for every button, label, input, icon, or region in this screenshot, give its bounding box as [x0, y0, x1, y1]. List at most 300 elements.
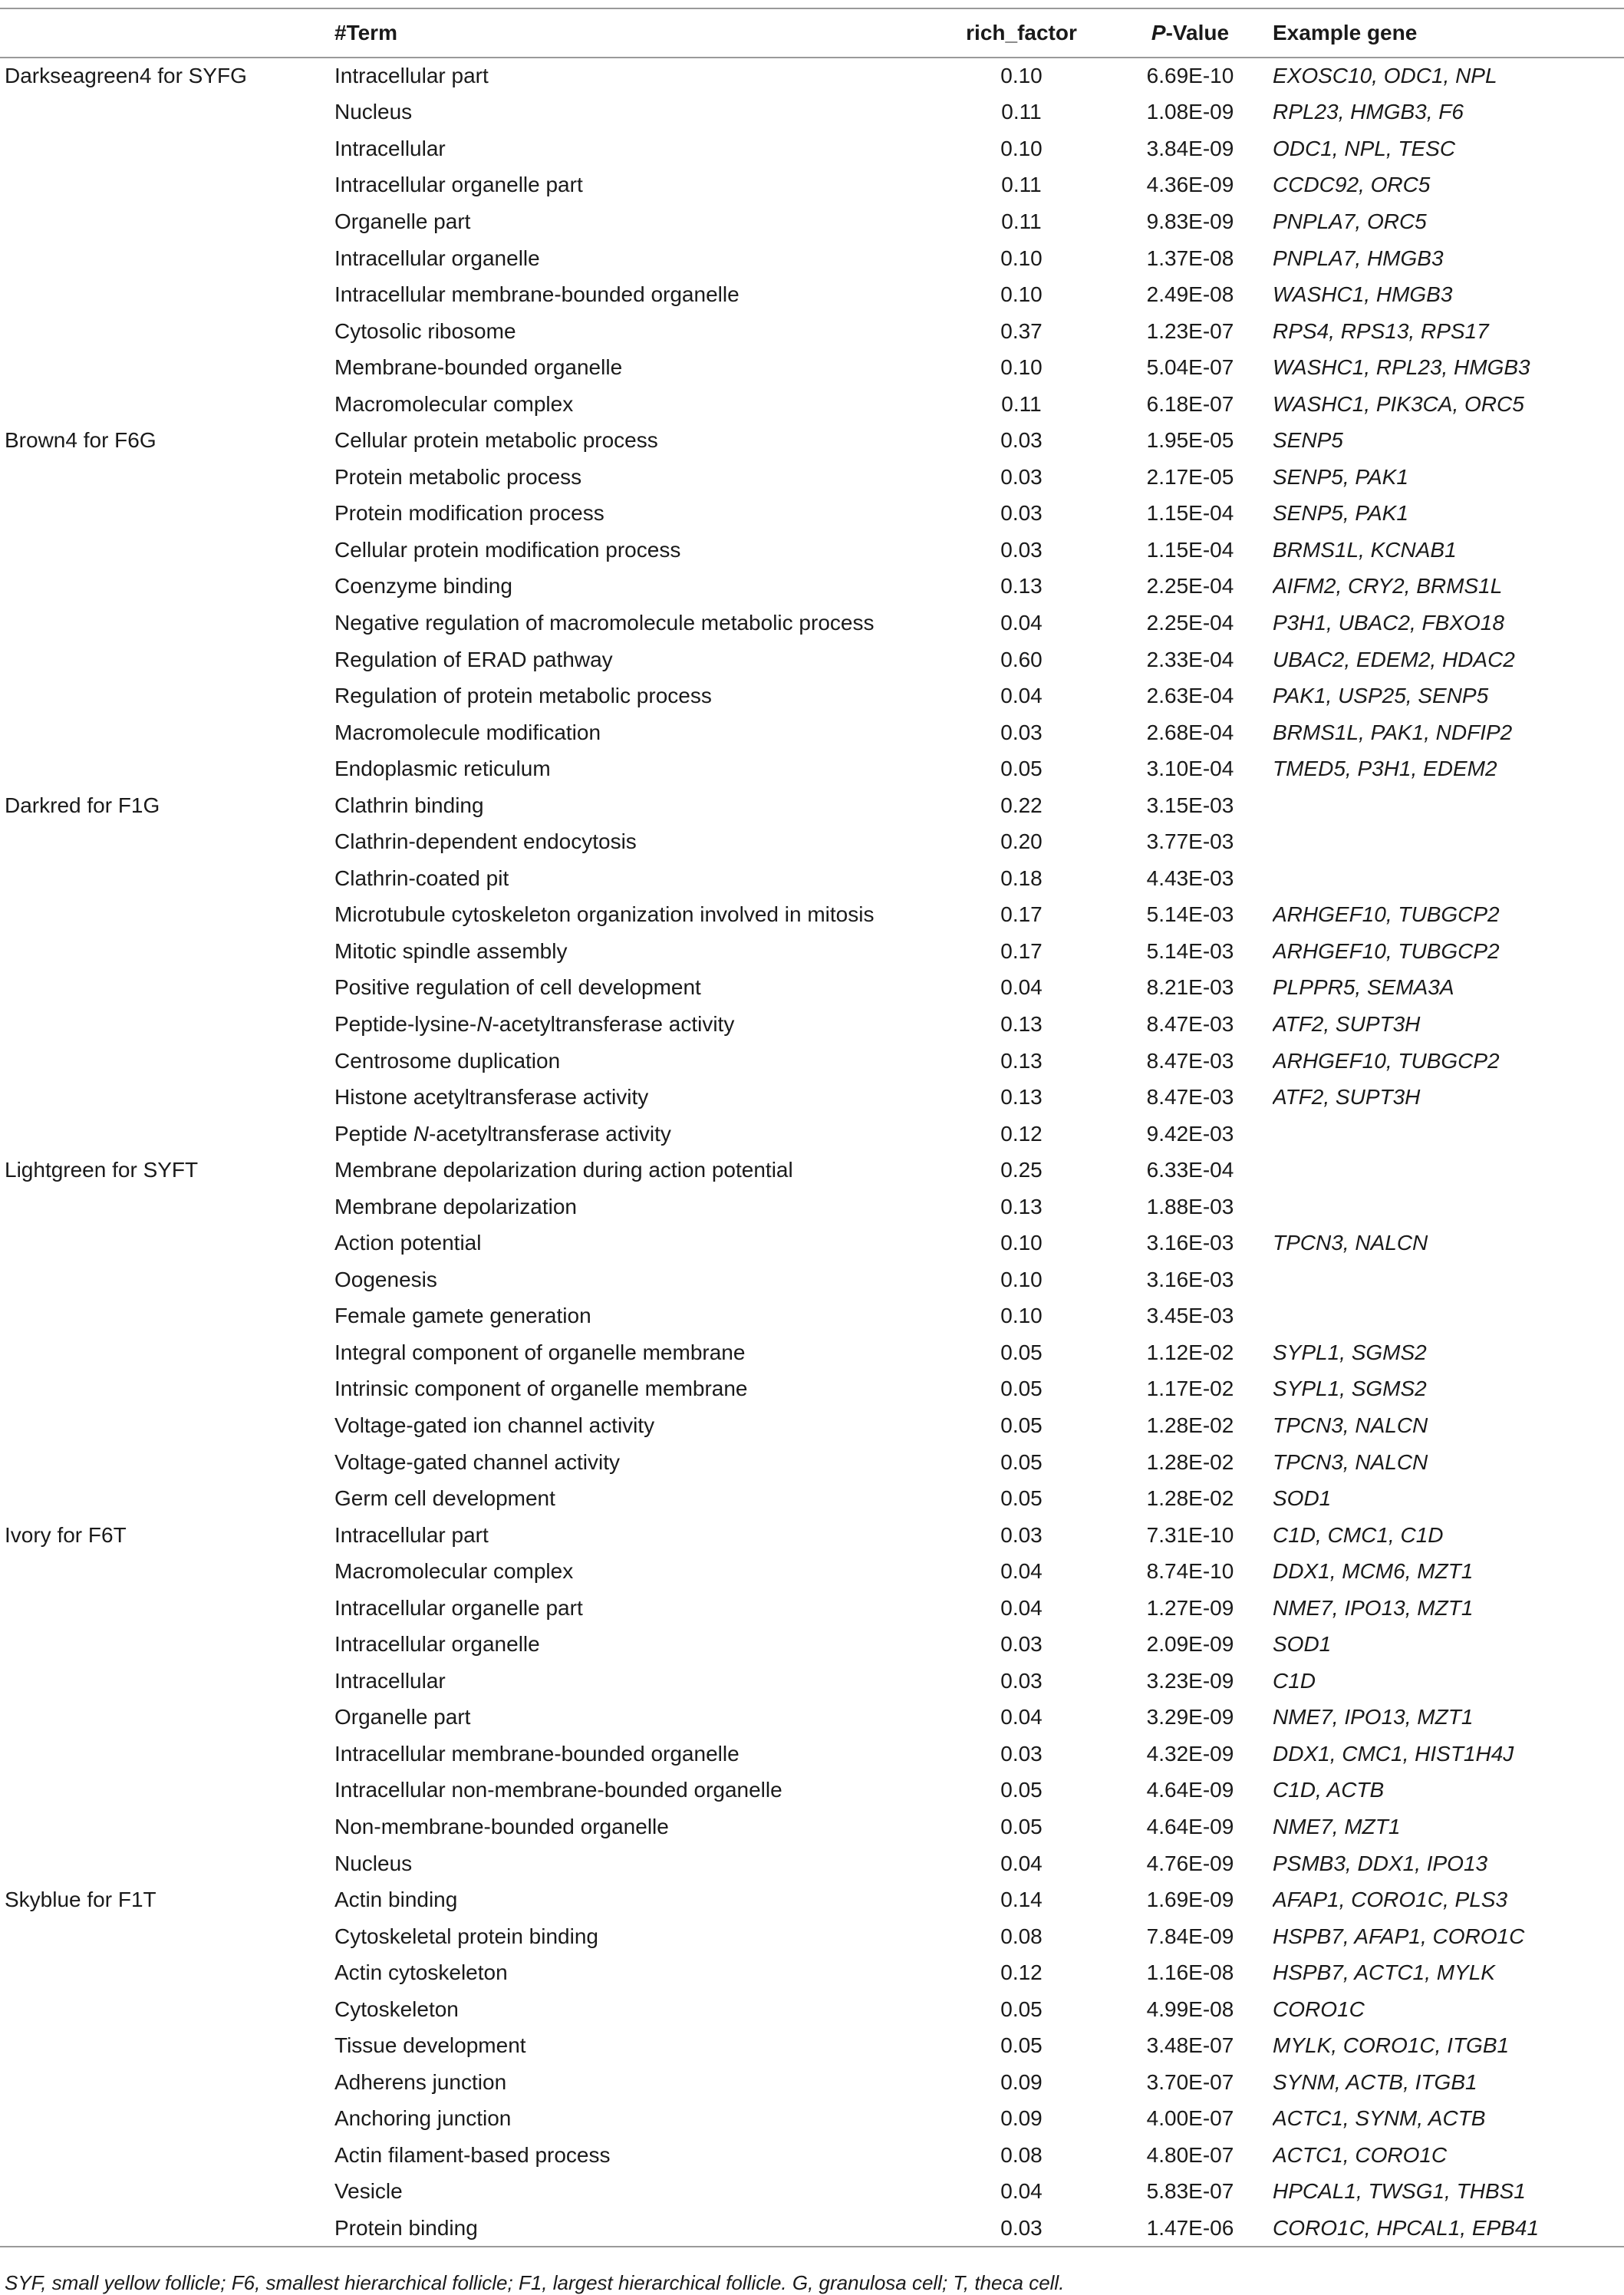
cell-term: Organelle part [334, 1705, 471, 1729]
table-row [0, 933, 1624, 970]
table-row [0, 459, 1624, 496]
cell-example-gene: TPCN3, NALCN [1273, 1231, 1428, 1255]
cell-rich-factor: 0.04 [1000, 1851, 1043, 1875]
cell-term: Positive regulation of cell development [334, 975, 701, 1000]
cell-module: Darkseagreen4 for SYFG [5, 64, 247, 88]
cell-term: Intracellular organelle [334, 1632, 540, 1657]
cell-term: Intracellular part [334, 64, 489, 88]
cell-module [0, 2064, 331, 2101]
cell-module [0, 1043, 331, 1080]
cell-rich-factor: 0.05 [1000, 1486, 1043, 1511]
table-row [0, 1553, 1624, 1590]
cell-rich-factor: 0.08 [1000, 2142, 1043, 2167]
cell-example-gene: NME7, MZT1 [1273, 1815, 1401, 1839]
cell-rich-factor: 0.03 [1000, 1668, 1043, 1693]
cell-rich-factor: 0.05 [1000, 1377, 1043, 1401]
cell-module [0, 1371, 331, 1408]
cell-module [0, 167, 331, 204]
cell-term [331, 1116, 935, 1152]
cell-rich-factor: 0.09 [1000, 2106, 1043, 2131]
table-body [0, 58, 1624, 2247]
cell-rich-factor: 0.25 [1000, 1158, 1043, 1182]
cell-example-gene: C1D [1273, 1668, 1316, 1693]
cell-p-value: 2.09E-09 [1146, 1632, 1234, 1657]
cell-rich-factor: 0.09 [1000, 2069, 1043, 2094]
cell-term: Intracellular non-membrane-bounded organelle [334, 1778, 782, 1802]
cell-p-value: 1.17E-02 [1146, 1377, 1234, 1401]
header-term: #Term [331, 8, 935, 58]
table-row [0, 1043, 1624, 1080]
table-row [0, 823, 1624, 860]
cell-example-gene: WASHC1, HMGB3 [1273, 282, 1453, 307]
cell-module [0, 1809, 331, 1845]
cell-rich-factor: 0.03 [1000, 537, 1043, 562]
term-italic-part: N [476, 1011, 492, 1036]
cell-p-value: 3.23E-09 [1146, 1668, 1234, 1693]
cell-module [0, 1845, 331, 1882]
table-row [0, 422, 1624, 459]
table-row [0, 203, 1624, 240]
cell-example-gene: TPCN3, NALCN [1273, 1413, 1428, 1437]
cell-rich-factor: 0.12 [1000, 1960, 1043, 1985]
cell-example-gene: PAK1, USP25, SENP5 [1273, 684, 1489, 708]
table-row [0, 1079, 1624, 1116]
cell-p-value: 2.17E-05 [1146, 464, 1234, 489]
cell-p-value: 8.47E-03 [1146, 1085, 1234, 1110]
cell-example-gene: ATF2, SUPT3H [1273, 1011, 1421, 1036]
cell-module [0, 714, 331, 751]
cell-example-gene: ARHGEF10, TUBGCP2 [1273, 938, 1500, 963]
table-row [0, 1334, 1624, 1371]
cell-p-value: 4.76E-09 [1146, 1851, 1234, 1875]
table-row [0, 532, 1624, 569]
cell-example-gene: SOD1 [1273, 1632, 1332, 1657]
cell-term: Intracellular organelle [334, 246, 540, 270]
cell-p-value: 1.28E-02 [1146, 1449, 1234, 1474]
cell-example-gene: ACTC1, CORO1C [1273, 2142, 1448, 2167]
table-row [0, 240, 1624, 277]
cell-rich-factor: 0.08 [1000, 1924, 1043, 1948]
cell-rich-factor: 0.05 [1000, 1340, 1043, 1364]
cell-term: Voltage-gated channel activity [334, 1449, 621, 1474]
table-row [0, 1881, 1624, 1918]
cell-rich-factor: 0.03 [1000, 1522, 1043, 1547]
cell-p-value: 2.33E-04 [1146, 647, 1234, 671]
cell-rich-factor: 0.22 [1000, 793, 1043, 817]
cell-term: Intracellular [334, 136, 446, 160]
cell-module [0, 203, 331, 240]
cell-rich-factor: 0.10 [1000, 1231, 1043, 1255]
cell-rich-factor: 0.03 [1000, 720, 1043, 744]
cell-p-value: 1.16E-08 [1146, 1960, 1234, 1985]
cell-term: Intracellular membrane-bounded organelle [334, 282, 740, 307]
cell-module [0, 750, 331, 787]
cell-term: Regulation of ERAD pathway [334, 647, 613, 671]
cell-module: Lightgreen for SYFT [5, 1158, 199, 1182]
cell-example-gene: PLPPR5, SEMA3A [1273, 975, 1454, 1000]
cell-example-gene: CCDC92, ORC5 [1273, 173, 1431, 197]
cell-example-gene: TPCN3, NALCN [1273, 1449, 1428, 1474]
cell-module [0, 2028, 331, 2065]
table-row [0, 2064, 1624, 2101]
cell-module [0, 1553, 331, 1590]
cell-module [0, 1663, 331, 1700]
cell-example-gene: HSPB7, ACTC1, MYLK [1273, 1960, 1495, 1985]
cell-term: Clathrin-dependent endocytosis [334, 829, 637, 854]
cell-module [0, 641, 331, 678]
cell-example-gene [1273, 1298, 1624, 1335]
cell-example-gene: SENP5, PAK1 [1273, 464, 1408, 489]
cell-module [0, 532, 331, 569]
table-row [0, 1772, 1624, 1809]
cell-rich-factor: 0.20 [1000, 829, 1043, 854]
table-row [0, 860, 1624, 897]
cell-module [0, 1079, 331, 1116]
cell-rich-factor: 0.13 [1000, 1085, 1043, 1110]
cell-rich-factor: 0.12 [1000, 1121, 1043, 1146]
cell-example-gene: HPCAL1, TWSG1, THBS1 [1273, 2179, 1526, 2204]
cell-p-value: 2.68E-04 [1146, 720, 1234, 744]
cell-module [0, 1261, 331, 1298]
cell-term: Clathrin binding [334, 793, 484, 817]
cell-p-value: 1.28E-02 [1146, 1413, 1234, 1437]
table-row [0, 1845, 1624, 1882]
cell-term: Female gamete generation [334, 1304, 591, 1328]
cell-example-gene [1273, 1116, 1624, 1152]
term-part: -acetyltransferase activity [492, 1011, 735, 1036]
cell-example-gene: RPL23, HMGB3, F6 [1273, 100, 1464, 124]
table-row [0, 386, 1624, 423]
cell-example-gene: SYPL1, SGMS2 [1273, 1377, 1427, 1401]
cell-module [0, 1407, 331, 1444]
cell-rich-factor: 0.10 [1000, 136, 1043, 160]
table-row [0, 2101, 1624, 2138]
table-row [0, 605, 1624, 641]
cell-module: Darkred for F1G [5, 793, 160, 817]
cell-rich-factor: 0.05 [1000, 757, 1043, 781]
cell-rich-factor: 0.04 [1000, 1559, 1043, 1584]
cell-example-gene: WASHC1, RPL23, HMGB3 [1273, 355, 1530, 380]
table-row [0, 1918, 1624, 1955]
cell-example-gene [1273, 823, 1624, 860]
cell-term: Intracellular membrane-bounded organelle [334, 1741, 740, 1766]
table-row [0, 970, 1624, 1007]
cell-term: Actin cytoskeleton [334, 1960, 508, 1985]
cell-example-gene [1273, 1261, 1624, 1298]
cell-example-gene: CORO1C [1273, 1997, 1365, 2021]
cell-p-value: 3.48E-07 [1146, 2033, 1234, 2058]
cell-p-value: 4.99E-08 [1146, 1997, 1234, 2021]
cell-term: Cellular protein modification process [334, 537, 681, 562]
table-row [0, 714, 1624, 751]
cell-term: Negative regulation of macromolecule metabolic process [334, 610, 875, 635]
cell-term: Vesicle [334, 2179, 403, 2204]
cell-rich-factor: 0.03 [1000, 428, 1043, 453]
cell-term: Regulation of protein metabolic process [334, 684, 712, 708]
cell-p-value: 4.00E-07 [1146, 2106, 1234, 2131]
cell-module [0, 1334, 331, 1371]
cell-rich-factor: 0.10 [1000, 355, 1043, 380]
cell-rich-factor: 0.18 [1000, 866, 1043, 890]
cell-p-value: 1.15E-04 [1146, 501, 1234, 526]
cell-module [0, 1954, 331, 1991]
cell-example-gene: SENP5 [1273, 428, 1343, 453]
cell-rich-factor: 0.04 [1000, 2179, 1043, 2204]
cell-module [0, 1700, 331, 1736]
table-row [0, 1189, 1624, 1225]
cell-p-value: 2.25E-04 [1146, 610, 1234, 635]
cell-example-gene: TMED5, P3H1, EDEM2 [1273, 757, 1497, 781]
cell-term: Actin filament-based process [334, 2142, 611, 2167]
cell-p-value: 9.42E-03 [1146, 1121, 1234, 1146]
table-row [0, 1663, 1624, 1700]
table-row [0, 1809, 1624, 1845]
table-row [0, 1225, 1624, 1262]
cell-rich-factor: 0.11 [1001, 100, 1042, 124]
cell-term: Nucleus [334, 100, 413, 124]
cell-p-value: 8.74E-10 [1146, 1559, 1234, 1584]
table-row [0, 569, 1624, 605]
cell-module: Ivory for F6T [5, 1522, 127, 1547]
cell-example-gene: ATF2, SUPT3H [1273, 1085, 1421, 1110]
cell-term: Intracellular organelle part [334, 1595, 583, 1620]
cell-module [0, 2174, 331, 2211]
cell-p-value: 4.64E-09 [1146, 1778, 1234, 1802]
cell-module [0, 1772, 331, 1809]
header-p-value [1108, 8, 1273, 58]
cell-p-value: 1.47E-06 [1108, 2210, 1273, 2247]
cell-rich-factor: 0.11 [1001, 173, 1042, 197]
table-row [0, 167, 1624, 204]
cell-term: Actin binding [334, 1888, 458, 1912]
cell-example-gene [1273, 787, 1624, 824]
cell-p-value: 2.63E-04 [1146, 684, 1234, 708]
cell-p-value: 1.12E-02 [1146, 1340, 1234, 1364]
cell-rich-factor: 0.10 [1000, 1267, 1043, 1291]
table-row [0, 2174, 1624, 2211]
table-row [0, 2028, 1624, 2065]
cell-term: Integral component of organelle membrane [334, 1340, 746, 1364]
cell-module: Skyblue for F1T [5, 1888, 156, 1912]
cell-term: Protein metabolic process [334, 464, 582, 489]
table-row [0, 349, 1624, 386]
table-row [0, 2137, 1624, 2174]
cell-rich-factor: 0.04 [1000, 975, 1043, 1000]
table-row [0, 58, 1624, 94]
cell-module [0, 860, 331, 897]
table-row [0, 678, 1624, 714]
table-row [0, 641, 1624, 678]
cell-term: Mitotic spindle assembly [334, 938, 568, 963]
table-row [0, 1444, 1624, 1481]
cell-module [0, 459, 331, 496]
cell-term: Intracellular organelle part [334, 173, 583, 197]
table-row [0, 1116, 1624, 1152]
table-row [0, 1371, 1624, 1408]
cell-example-gene: RPS4, RPS13, RPS17 [1273, 318, 1489, 343]
cell-module [0, 130, 331, 167]
cell-p-value: 3.15E-03 [1146, 793, 1234, 817]
cell-rich-factor: 0.04 [1000, 610, 1043, 635]
cell-p-value: 1.08E-09 [1146, 100, 1234, 124]
cell-example-gene: ARHGEF10, TUBGCP2 [1273, 902, 1500, 927]
cell-rich-factor: 0.05 [1000, 1815, 1043, 1839]
cell-p-value: 1.15E-04 [1146, 537, 1234, 562]
cell-rich-factor: 0.13 [1000, 1048, 1043, 1073]
cell-term: Microtubule cytoskeleton organization involved in mitosis [334, 902, 875, 927]
cell-module [0, 897, 331, 934]
cell-example-gene: C1D, CMC1, C1D [1273, 1522, 1444, 1547]
cell-p-value: 4.32E-09 [1146, 1741, 1234, 1766]
cell-p-value: 5.04E-07 [1146, 355, 1234, 380]
cell-rich-factor: 0.05 [1000, 2033, 1043, 2058]
cell-term: Cytosolic ribosome [334, 318, 516, 343]
term-italic-part: N [413, 1121, 429, 1146]
cell-term: Oogenesis [334, 1267, 437, 1291]
cell-term: Coenzyme binding [334, 574, 512, 598]
cell-term: Intracellular part [334, 1522, 489, 1547]
table-row [0, 1991, 1624, 2028]
cell-rich-factor: 0.03 [1000, 464, 1043, 489]
cell-p-value: 5.14E-03 [1146, 902, 1234, 927]
cell-module [0, 386, 331, 423]
cell-module [0, 1189, 331, 1225]
cell-p-value: 4.80E-07 [1146, 2142, 1234, 2167]
cell-module [0, 970, 331, 1007]
cell-p-value: 1.23E-07 [1146, 318, 1234, 343]
cell-example-gene: AIFM2, CRY2, BRMS1L [1273, 574, 1503, 598]
cell-module [0, 678, 331, 714]
cell-example-gene: DDX1, MCM6, MZT1 [1273, 1559, 1474, 1584]
cell-example-gene [1273, 860, 1624, 897]
cell-p-value: 1.95E-05 [1146, 428, 1234, 453]
cell-term: Membrane depolarization during action potential [334, 1158, 793, 1182]
cell-p-value: 3.16E-03 [1146, 1231, 1234, 1255]
cell-term: Histone acetyltransferase activity [334, 1085, 649, 1110]
cell-rich-factor: 0.10 [1000, 1304, 1043, 1328]
cell-module [0, 569, 331, 605]
cell-p-value: 4.36E-09 [1146, 173, 1234, 197]
table-row [0, 94, 1624, 131]
table-row [0, 1627, 1624, 1664]
cell-rich-factor: 0.37 [1000, 318, 1043, 343]
cell-p-value: 8.21E-03 [1146, 975, 1234, 1000]
cell-rich-factor: 0.05 [1000, 1997, 1043, 2021]
header-row [0, 8, 1624, 58]
cell-rich-factor: 0.03 [1000, 1632, 1043, 1657]
cell-module [0, 1006, 331, 1043]
cell-example-gene: AFAP1, CORO1C, PLS3 [1273, 1888, 1508, 1912]
table-row [0, 1736, 1624, 1772]
cell-rich-factor: 0.60 [1000, 647, 1043, 671]
cell-term: Organelle part [334, 209, 471, 233]
cell-module [0, 2137, 331, 2174]
cell-module [0, 1590, 331, 1627]
cell-term: Tissue development [334, 2033, 526, 2058]
term-part: -acetyltransferase activity [428, 1121, 671, 1146]
cell-term: Endoplasmic reticulum [334, 757, 551, 781]
cell-example-gene: WASHC1, PIK3CA, ORC5 [1273, 391, 1524, 416]
table-row [0, 1517, 1624, 1554]
cell-term: Membrane-bounded organelle [334, 355, 623, 380]
cell-p-value: 3.84E-09 [1146, 136, 1234, 160]
table-row [0, 750, 1624, 787]
cell-module [0, 933, 331, 970]
cell-example-gene: SENP5, PAK1 [1273, 501, 1408, 526]
cell-rich-factor: 0.03 [1000, 1741, 1043, 1766]
cell-example-gene: PSMB3, DDX1, IPO13 [1273, 1851, 1488, 1875]
table-row [0, 496, 1624, 533]
header-example-gene: Example gene [1273, 8, 1624, 58]
cell-p-value: 6.69E-10 [1146, 64, 1234, 88]
cell-example-gene: ACTC1, SYNM, ACTB [1273, 2106, 1486, 2131]
table-row [0, 1700, 1624, 1736]
cell-term [331, 1006, 935, 1043]
cell-module [0, 276, 331, 313]
table-row [0, 1590, 1624, 1627]
cell-example-gene: PNPLA7, HMGB3 [1273, 246, 1444, 270]
cell-p-value: 3.16E-03 [1146, 1267, 1234, 1291]
cell-term: Anchoring junction [334, 2106, 512, 2131]
cell-p-value: 1.28E-02 [1146, 1486, 1234, 1511]
cell-rich-factor: 0.17 [1000, 938, 1043, 963]
cell-term: Macromolecular complex [334, 1559, 574, 1584]
cell-p-value: 8.47E-03 [1146, 1048, 1234, 1073]
cell-p-value: 3.70E-07 [1146, 2069, 1234, 2094]
cell-p-value: 1.27E-09 [1146, 1595, 1234, 1620]
cell-rich-factor: 0.10 [1000, 246, 1043, 270]
cell-rich-factor: 0.11 [1001, 391, 1042, 416]
cell-p-value: 4.64E-09 [1146, 1815, 1234, 1839]
cell-p-value: 4.43E-03 [1146, 866, 1234, 890]
cell-rich-factor: 0.13 [1000, 1011, 1043, 1036]
cell-example-gene: P3H1, UBAC2, FBXO18 [1273, 610, 1504, 635]
cell-module [0, 496, 331, 533]
cell-module [0, 240, 331, 277]
table-row [0, 1954, 1624, 1991]
cell-rich-factor: 0.03 [1000, 501, 1043, 526]
table-row [0, 130, 1624, 167]
cell-term: Germ cell development [334, 1486, 555, 1511]
cell-example-gene: DDX1, CMC1, HIST1H4J [1273, 1741, 1514, 1766]
cell-term: Cytoskeletal protein binding [334, 1924, 598, 1948]
cell-term: Protein modification process [334, 501, 604, 526]
cell-example-gene: BRMS1L, KCNAB1 [1273, 537, 1457, 562]
cell-p-value: 6.33E-04 [1146, 1158, 1234, 1182]
table-row [0, 897, 1624, 934]
cell-rich-factor: 0.10 [1000, 282, 1043, 307]
cell-example-gene: NME7, IPO13, MZT1 [1273, 1595, 1474, 1620]
cell-example-gene: HSPB7, AFAP1, CORO1C [1273, 1924, 1525, 1948]
cell-module [0, 1991, 331, 2028]
cell-term: Protein binding [331, 2210, 935, 2247]
cell-module [0, 94, 331, 131]
cell-rich-factor: 0.14 [1000, 1888, 1043, 1912]
term-part: Peptide [334, 1121, 413, 1146]
cell-rich-factor: 0.05 [1000, 1778, 1043, 1802]
cell-term: Centrosome duplication [334, 1048, 561, 1073]
cell-rich-factor: 0.04 [1000, 1595, 1043, 1620]
cell-rich-factor: 0.17 [1000, 902, 1043, 927]
cell-term: Macromolecule modification [334, 720, 601, 744]
cell-rich-factor: 0.10 [1000, 64, 1043, 88]
cell-p-value: 3.29E-09 [1146, 1705, 1234, 1729]
cell-term: Cellular protein metabolic process [334, 428, 658, 453]
header-rich-factor: rich_factor [935, 8, 1108, 58]
cell-module [0, 1298, 331, 1335]
cell-module [0, 2210, 331, 2247]
table-footnote: SYF, small yellow follicle; F6, smallest hierarchical follicle; F1, largest hierarchical follicle. G, granulosa cell; T, theca cell. [5, 2271, 1065, 2294]
